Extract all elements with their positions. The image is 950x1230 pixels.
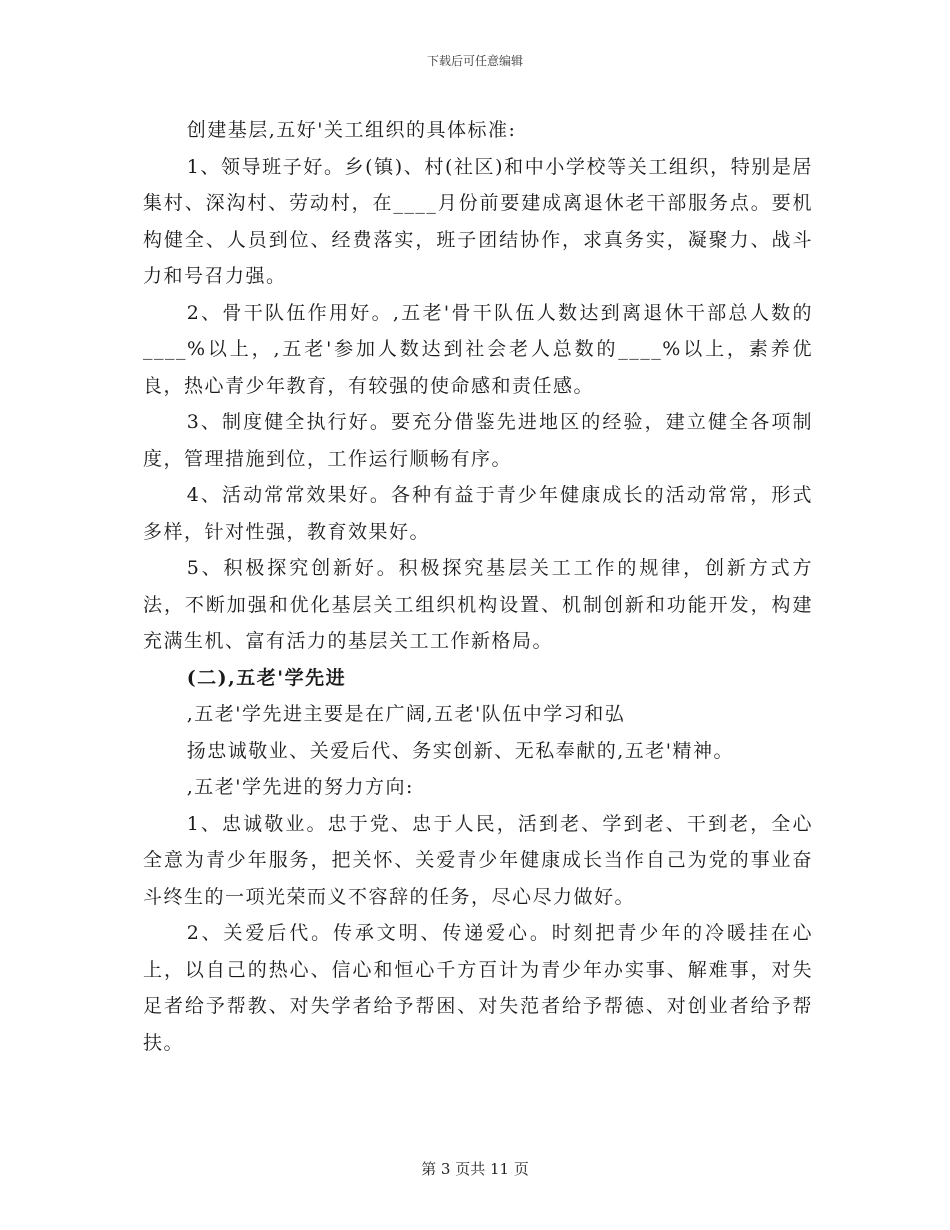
paragraph-standard-1: 1、领导班子好。乡(镇)、村(社区)和中小学校等关工组织，特别是居集村、深沟村、劳动村，在____月份前要建成离退休老干部服务点。要机构健全、人员到位、经费落实，班子团结协作，求真务实，凝聚力、战斗力和号召力强。 xyxy=(143,155,813,287)
paragraph-intro: 创建基层,五好'关工组织的具体标准: xyxy=(186,119,517,141)
paragraph-standard-5: 5、积极探究创新好。积极探究基层关工工作的规律，创新方式方法，不断加强和优化基层关工组织机构设置、机制创新和功能开发，构建充满生机、富有活力的基层关工工作新格局。 xyxy=(143,557,813,652)
paragraph-section-intro-cont: 扬忠诚敬业、关爱后代、务实创新、无私奉献的,五老'精神。 xyxy=(186,739,734,762)
paragraph-direction-title: ,五老'学先进的努力方向: xyxy=(186,776,414,798)
paragraph-standard-4: 4、活动常常效果好。各种有益于青少年健康成长的活动常常，形式多样，针对性强，教育效果好。 xyxy=(143,484,813,543)
section-heading: (二),五老'学先进 xyxy=(186,666,347,689)
paragraph-standard-2: 2、骨干队伍作用好。,五老'骨干队伍人数达到离退休干部总人数的____%以上，,五老'参加人数达到社会老人总数的____%以上，素养优良，热心青少年教育，有较强的使命感和责任感。 xyxy=(143,301,813,397)
paragraph-direction-1: 1、忠诚敬业。忠于党、忠于人民，活到老、学到老、干到老，全心全意为青少年服务，把关怀、关爱青少年健康成长当作自己为党的事业奋斗终生的一项光荣而义不容辞的任务，尽心尽力做好。 xyxy=(143,812,813,908)
page-footer: 第 3 页共 11 页 xyxy=(421,1160,529,1178)
paragraph-section-intro: ,五老'学先进主要是在广阔,五老'队伍中学习和弘 xyxy=(186,703,626,725)
paragraph-direction-2: 2、关爱后代。传承文明、传递爱心。时刻把青少年的冷暖挂在心上，以自己的热心、信心和恒心千方百计为青少年办实事、解难事，对失足者给予帮教、对失学者给予帮困、对失范者给予帮德、对创业者给予帮扶。 xyxy=(143,922,813,1054)
document-body xyxy=(143,112,813,1061)
paragraph-standard-3: 3、制度健全执行好。要充分借鉴先进地区的经验，建立健全各项制度，管理措施到位，工作运行顺畅有序。 xyxy=(143,411,813,470)
page-header: 下载后可任意编辑 xyxy=(426,54,523,68)
